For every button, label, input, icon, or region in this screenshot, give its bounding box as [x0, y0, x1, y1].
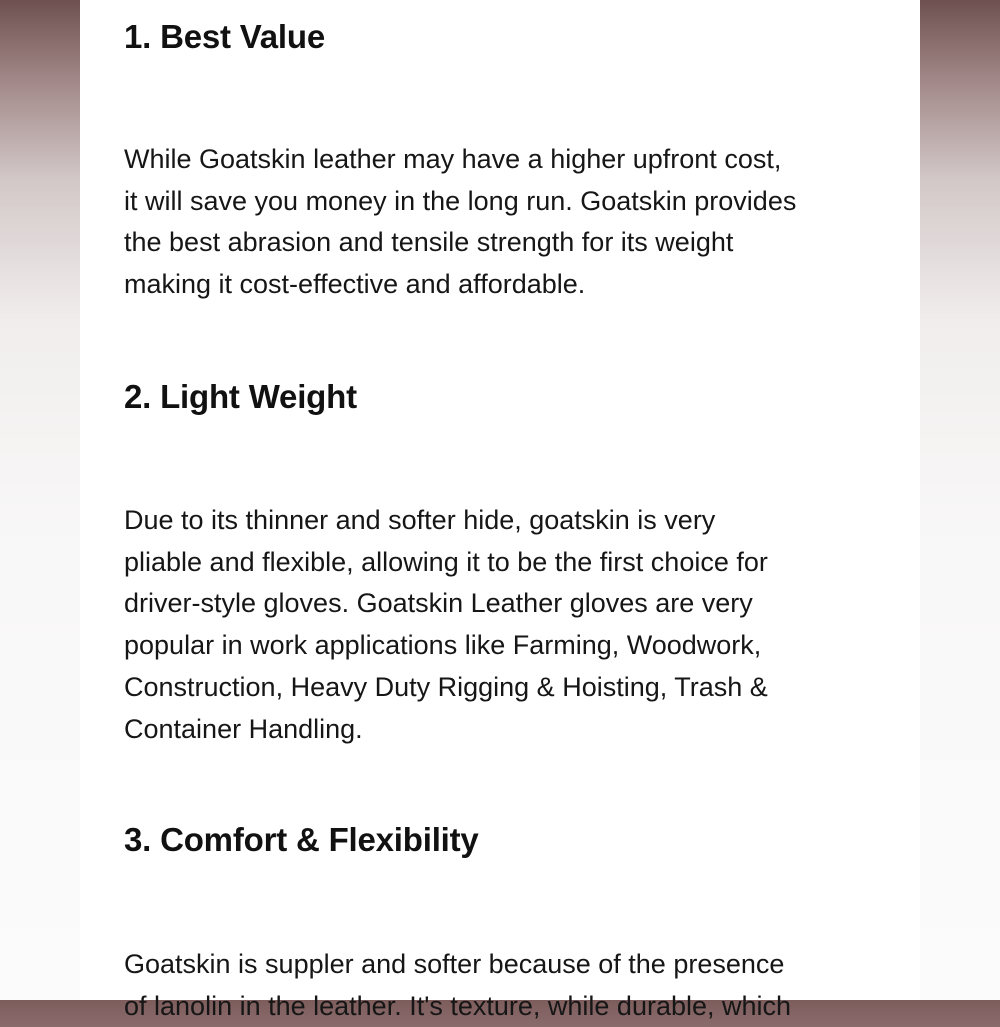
paragraph-line: Goatskin is suppler and softer because of the presence — [124, 949, 785, 979]
section-paragraph-light-weight — [124, 500, 768, 750]
paragraph-line: Construction, Heavy Duty Rigging & Hoisting, Trash & — [124, 671, 768, 702]
background-right — [920, 0, 1000, 1000]
paragraph-line: it will save you money in the long run. Goatskin provides — [124, 185, 797, 216]
paragraph-line: popular in work applications like Farming, Woodwork, — [124, 630, 762, 661]
paragraph-line: While Goatskin leather may have a higher upfront cost, — [124, 144, 782, 174]
background-left — [0, 0, 80, 1000]
section-heading-best-value: 1. Best Value — [124, 18, 326, 55]
paragraph-line: driver-style gloves. Goatskin Leather gloves are very — [124, 588, 753, 619]
paragraph-line: the best abrasion and tensile strength for its weight — [124, 227, 734, 258]
paragraph-line: pliable and flexible, allowing it to be the first choice for — [124, 546, 768, 577]
paragraph-line: making it cost-effective and affordable. — [124, 269, 586, 300]
paragraph-line: Due to its thinner and softer hide, goatskin is very — [124, 505, 716, 535]
section-paragraph-best-value — [124, 139, 796, 306]
paragraph-line: of lanolin in the leather. It's texture, while durable, which — [124, 990, 792, 1021]
section-heading-comfort-flexibility: 3. Comfort & Flexibility — [124, 821, 479, 858]
article-page — [80, 0, 920, 1021]
paragraph-line: Container Handling. — [124, 713, 363, 744]
section-paragraph-comfort-flexibility — [124, 944, 791, 1027]
section-heading-light-weight: 2. Light Weight — [124, 378, 357, 415]
